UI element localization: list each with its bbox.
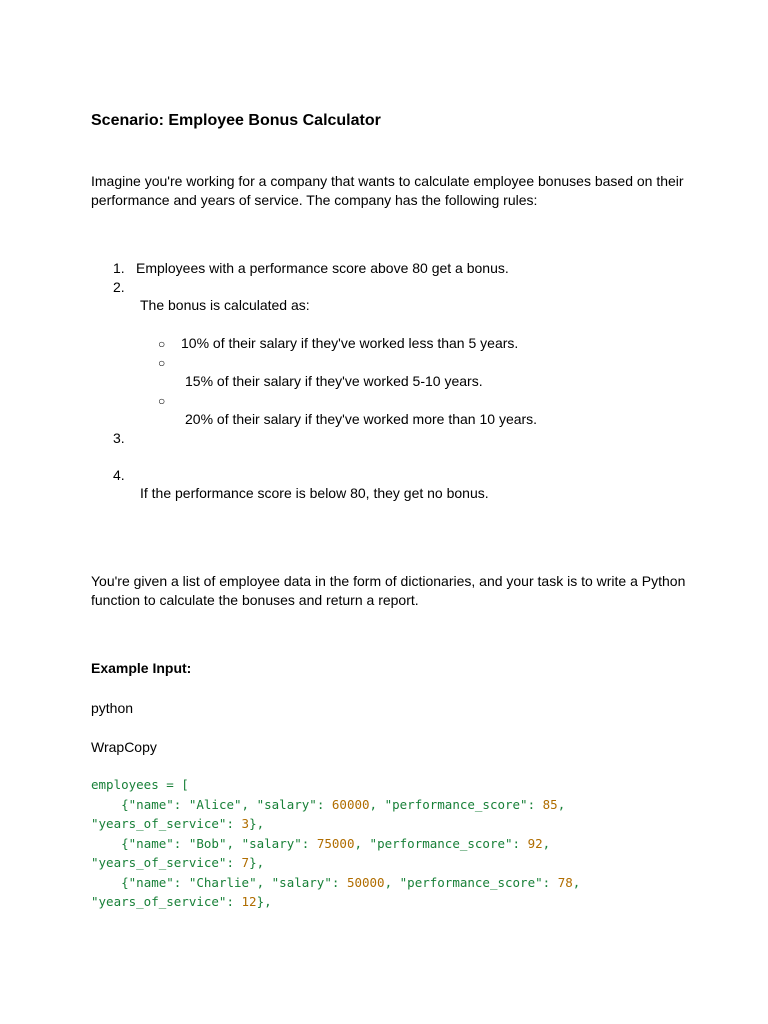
example-heading: Example Input: xyxy=(91,660,192,676)
list-marker: 4. xyxy=(113,467,125,483)
list-marker: 1. xyxy=(113,260,125,276)
intro-line-1: Imagine you're working for a company that wants to calculate employee bonuses based on their xyxy=(91,173,684,189)
list-item-text: Employees with a performance score above 80 get a bonus. xyxy=(136,260,509,276)
bullet-icon: ○ xyxy=(158,356,166,370)
page-title: Scenario: Employee Bonus Calculator xyxy=(91,112,381,129)
list-marker: 2. xyxy=(113,279,125,295)
task-line-2: function to calculate the bonuses and return a report. xyxy=(91,592,419,608)
sub-list-item-text: 10% of their salary if they've worked less than 5 years. xyxy=(181,335,519,351)
code-line: {"name": "Charlie", "salary": 50000, "performance_score": 78, xyxy=(121,875,581,890)
list-item-text: The bonus is calculated as: xyxy=(140,297,310,313)
sub-list-item-text: 20% of their salary if they've worked more than 10 years. xyxy=(185,411,538,427)
code-line: {"name": "Alice", "salary": 60000, "performance_score": 85, xyxy=(121,797,566,812)
code-line: employees = [ xyxy=(91,777,189,792)
code-line: "years_of_service": 3}, xyxy=(91,816,265,831)
code-wrap-copy-button[interactable]: WrapCopy xyxy=(91,739,157,755)
bullet-icon: ○ xyxy=(158,394,166,408)
code-line: "years_of_service": 7}, xyxy=(91,855,265,870)
task-line-1: You're given a list of employee data in the form of dictionaries, and your task is to write a Python xyxy=(91,573,686,589)
code-language-label: python xyxy=(91,700,134,716)
list-marker: 3. xyxy=(113,430,125,446)
sub-list-item-text: 15% of their salary if they've worked 5-10 years. xyxy=(185,373,483,389)
code-line: {"name": "Bob", "salary": 75000, "performance_score": 92, xyxy=(121,836,551,851)
bullet-icon: ○ xyxy=(158,337,166,351)
code-line: "years_of_service": 12}, xyxy=(91,894,272,909)
intro-line-2: performance and years of service. The company has the following rules: xyxy=(91,192,538,208)
list-item-text: If the performance score is below 80, they get no bonus. xyxy=(140,485,489,501)
